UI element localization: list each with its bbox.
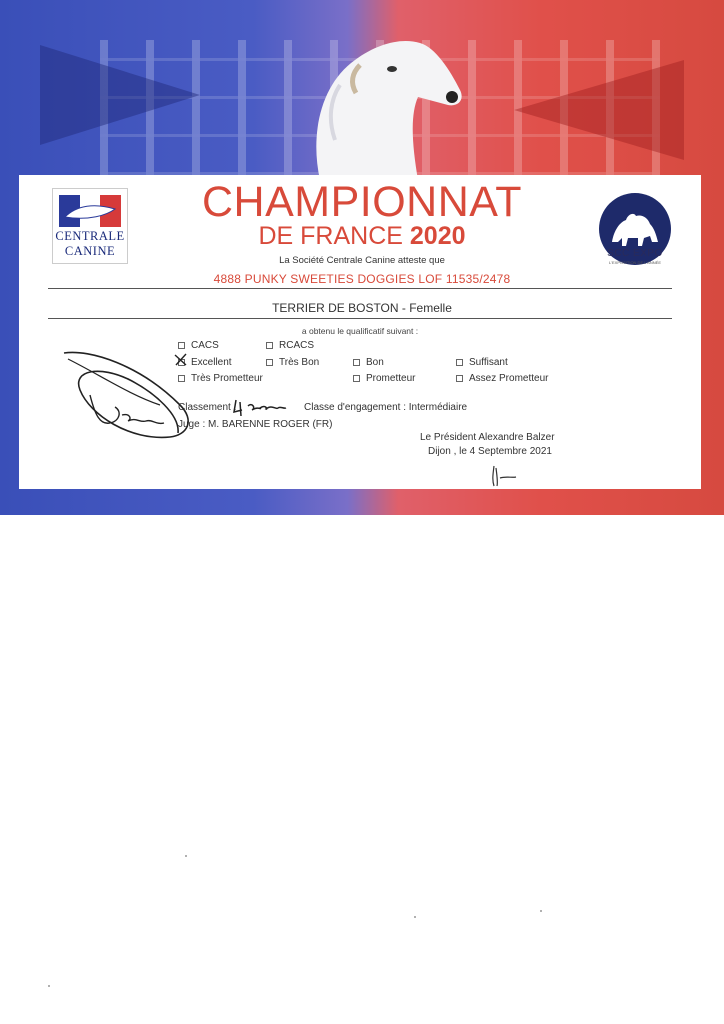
option-rcacs [266, 340, 314, 351]
scan-speck [48, 985, 50, 987]
checkbox-icon [353, 375, 360, 382]
place-date-text: Dijon , le 4 Septembre 2021 [428, 446, 552, 457]
option-bon-label: Bon [366, 357, 384, 368]
centrale-canine-logo [52, 188, 128, 264]
checkbox-icon [266, 359, 273, 366]
divider-top [48, 288, 672, 289]
centrale-logo-line1: CENTRALE [55, 229, 125, 243]
subtitle-prefix: DE FRANCE [258, 222, 403, 250]
option-bon [353, 357, 384, 368]
option-rcacs-label: RCACS [279, 340, 315, 351]
president-text: Le Président Alexandre Balzer [420, 432, 555, 443]
checkbox-icon [456, 375, 463, 382]
option-suffisant [456, 357, 508, 368]
red-wing-shape [514, 60, 684, 160]
subtitle-year: 2020 [409, 222, 466, 250]
judge-signature [60, 345, 200, 450]
divider-bottom [48, 318, 672, 319]
option-tres-bon [266, 357, 319, 368]
option-prometteur [353, 373, 415, 384]
certificate-subtitle [150, 222, 574, 251]
certificate-title: CHAMPIONNAT [201, 178, 523, 226]
option-tres-bon-label: Très Bon [279, 357, 320, 368]
borzoi-dog-illustration [300, 25, 470, 180]
president-signature [488, 464, 518, 488]
juge-text: Juge : M. BARENNE ROGER (FR) [178, 419, 333, 430]
centrale-canine-flag-icon [59, 195, 121, 227]
option-suffisant-label: Suffisant [469, 357, 508, 368]
scan-speck [185, 855, 187, 857]
dog-name: 4888 PUNKY SWEETIES DOGGIES LOF 11535/2478 [213, 272, 511, 286]
option-excellent-label: Excellent [191, 357, 232, 368]
option-assez-prometteur-label: Assez Prometteur [469, 373, 549, 384]
option-assez-prometteur [456, 373, 548, 384]
scc-expo-tagline: L'EXPOSITION DE L'ANNÉE [609, 260, 661, 265]
option-prometteur-label: Prometteur [366, 373, 416, 384]
checkbox-icon [266, 342, 273, 349]
checkbox-icon [456, 359, 463, 366]
option-tres-prometteur-label: Très Prometteur [191, 373, 263, 384]
classement-label: Classement : [178, 402, 237, 413]
option-cacs-label: CACS [191, 340, 219, 351]
checkbox-icon [353, 359, 360, 366]
obtenu-text: a obtenu le qualificatif suivant : [301, 326, 419, 336]
centrale-logo-line2: CANINE [64, 244, 116, 258]
attest-text: La Société Centrale Canine atteste que [279, 255, 445, 266]
breed-text: TERRIER DE BOSTON - Femelle [272, 301, 452, 315]
classement-handwritten [232, 396, 288, 418]
scc-expo-name: SCC EXPO [607, 248, 663, 259]
scan-speck [540, 910, 542, 912]
scan-speck [414, 916, 416, 918]
blue-wing-shape [40, 45, 200, 145]
classe-engagement: Classe d'engagement : Intermédiaire [304, 402, 468, 413]
